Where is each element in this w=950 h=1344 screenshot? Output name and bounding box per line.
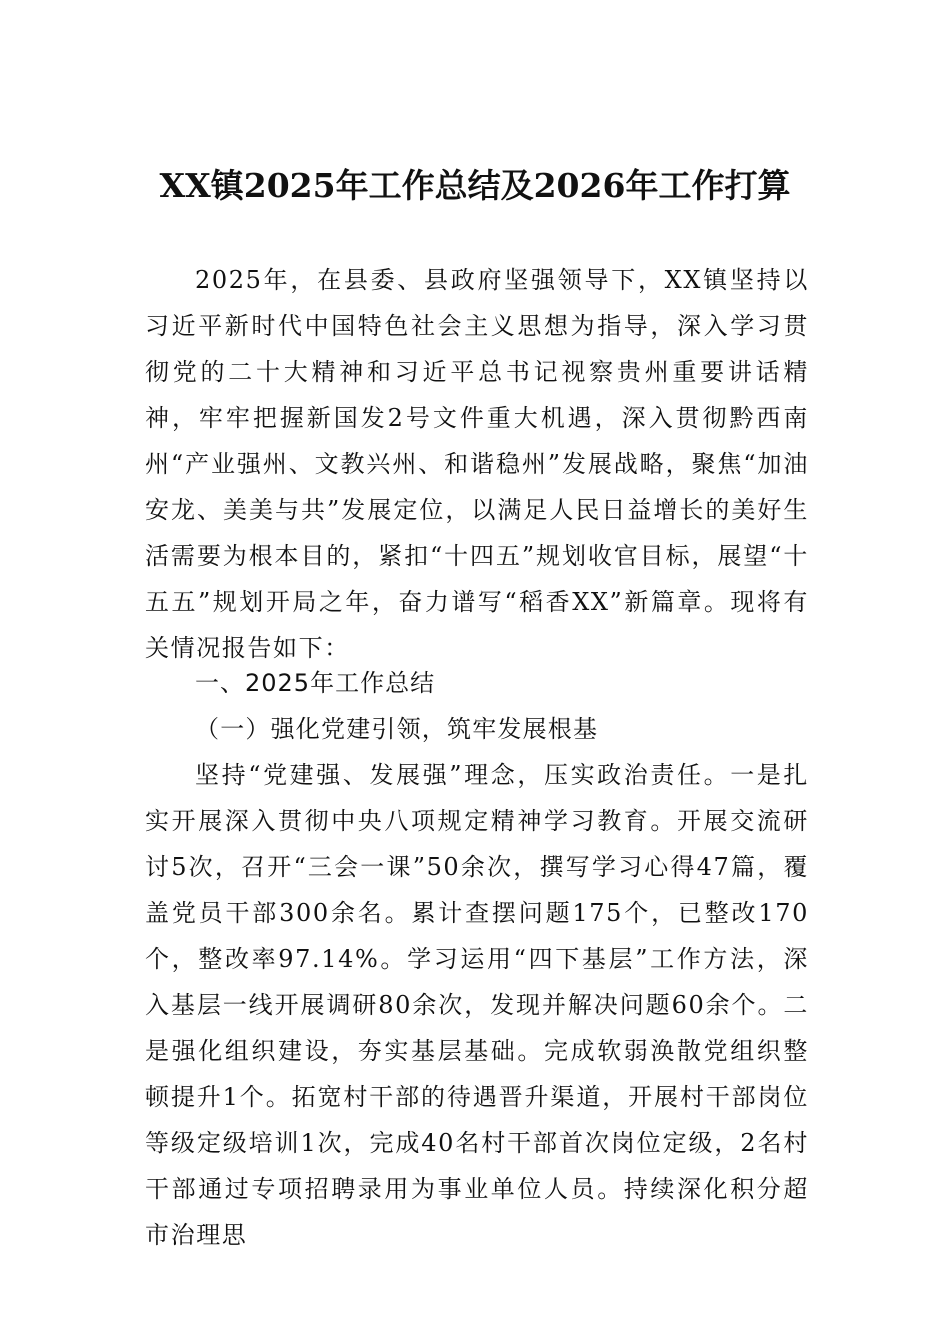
document-title: XX镇2025年工作总结及2026年工作打算	[159, 166, 791, 205]
section-heading: 一、2025年工作总结	[195, 669, 436, 697]
intro-paragraph-block	[145, 257, 809, 671]
subsection-heading: （一）强化党建引领，筑牢发展根基	[195, 715, 599, 743]
section-paragraph: 坚持“党建强、发展强”理念，压实政治责任。一是扎实开展深入贯彻中央八项规定精神学习教育。开展交流研讨5次，召开“三会一课”50余次，撰写学习心得47篇，覆盖党员干部300余名。累计查摆问题175个，已整改170个，整改率97.14%。学习运用“四下基层”工作方法，深入基层一线开展调研80余次，发现并解决问题60余个。二是强化组织建设，夯实基层基础。完成软弱涣散党组织整顿提升1个。拓宽村干部的待遇晋升渠道，开展村干部岗位等级定级培训1次，完成40名村干部首次岗位定级，2名村干部通过专项招聘录用为事业单位人员。持续深化积分超市治理思	[145, 761, 809, 1249]
section-paragraph-block	[145, 752, 809, 1258]
intro-paragraph: 2025年，在县委、县政府坚强领导下，XX镇坚持以习近平新时代中国特色社会主义思想为指导，深入学习贯彻党的二十大精神和习近平总书记视察贵州重要讲话精神，牢牢把握新国发2号文件重大机遇，深入贯彻黔西南州“产业强州、文教兴州、和谐稳州”发展战略，聚焦“加油安龙、美美与共”发展定位，以满足人民日益增长的美好生活需要为根本目的，紧扣“十四五”规划收官目标，展望“十五五”规划开局之年，奋力谱写“稻香XX”新篇章。现将有关情况报告如下：	[145, 266, 809, 662]
